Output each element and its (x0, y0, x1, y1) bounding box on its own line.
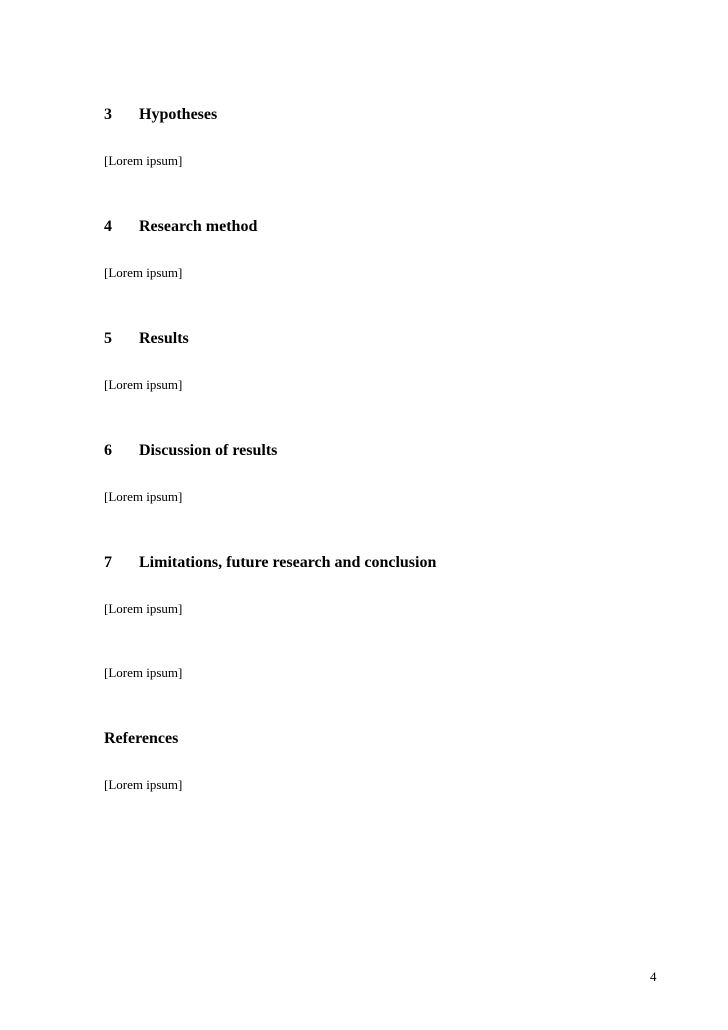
section-number: 6 (104, 442, 112, 459)
section-number: 3 (104, 106, 112, 123)
section-heading-limitations (104, 553, 436, 573)
section-number: 5 (104, 330, 112, 347)
references-heading: References (104, 730, 179, 747)
section-number: 7 (104, 554, 112, 571)
section-body: [Lorem ipsum] (104, 601, 183, 616)
section-body-second: [Lorem ipsum] (104, 665, 183, 680)
section-title: Results (139, 330, 189, 347)
section-heading-research-method (104, 217, 257, 237)
section-body: [Lorem ipsum] (104, 377, 183, 392)
references-body: [Lorem ipsum] (104, 777, 183, 792)
page-number: 4 (650, 969, 657, 984)
section-number: 4 (104, 218, 112, 235)
section-title: Limitations, future research and conclusion (139, 554, 437, 571)
section-title: Discussion of results (139, 442, 278, 459)
section-title: Research method (139, 218, 258, 235)
section-body: [Lorem ipsum] (104, 265, 183, 280)
section-heading-results (104, 329, 189, 349)
section-body: [Lorem ipsum] (104, 489, 183, 504)
section-heading-hypotheses (104, 105, 217, 125)
section-title: Hypotheses (139, 106, 218, 123)
section-body: [Lorem ipsum] (104, 153, 183, 168)
section-heading-discussion (104, 441, 277, 461)
